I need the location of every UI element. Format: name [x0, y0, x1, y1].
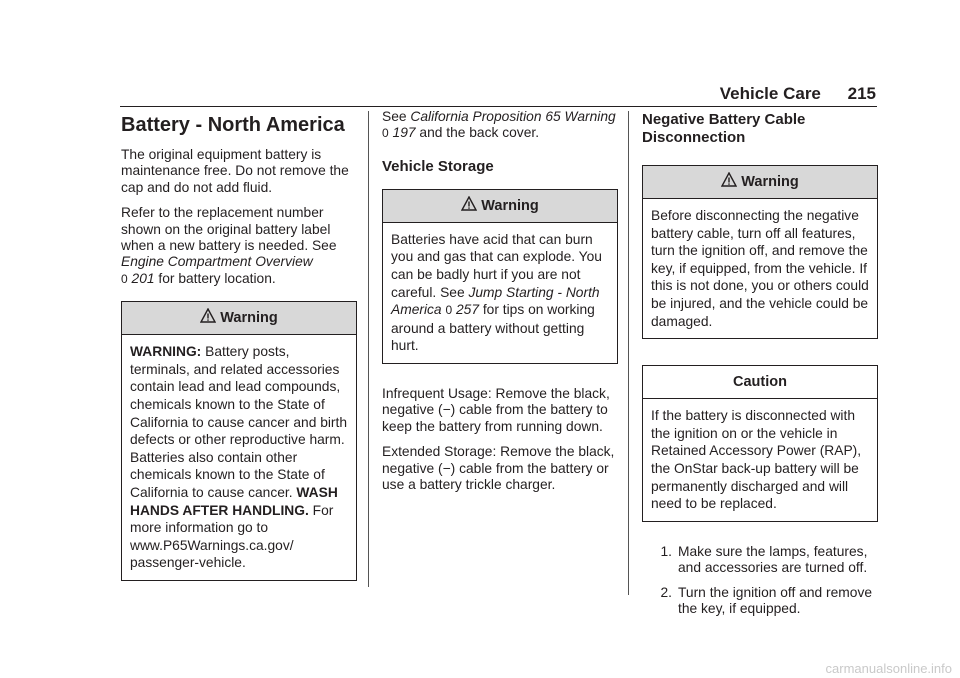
warning-icon [200, 308, 216, 324]
warning-heading: Warning [643, 166, 877, 199]
section-heading: Vehicle Storage [382, 157, 494, 175]
warning-body: Batteries have acid that can burn you and gas that can explode. You can be badly hurt if you are not careful. See Jump Starting - North America 0 257 for tips on working around a battery without getting hurt. [391, 231, 602, 354]
warning-heading: Warning [122, 302, 356, 335]
paragraph: Refer to the replacement number shown on the original battery label when a new battery is needed. See Engine Compartment Overview 0 201 for battery location. [121, 205, 337, 286]
section-heading: Negative Battery Cable Disconnection [642, 111, 806, 146]
page-title: Battery - North America [121, 114, 345, 136]
warning-heading: Warning [383, 190, 617, 223]
warning-body: WARNING: Battery posts, terminals, and related accessories contain lead and lead compounds, chemicals known to the State of California to cause cancer and birth defects or other reproductive harm. Batteries also contain other chemicals known to the State of California to cause cancer. WASH HANDS AFTER HANDLING. For more information go to www.P65Warnings.ca.gov/ passenger-vehicle. [130, 344, 348, 571]
warning-icon [461, 196, 477, 212]
page-arrow-icon: 0 [445, 303, 453, 318]
column-3 [642, 109, 878, 625]
paragraph: The original equipment battery is maintenance free. Do not remove the cap and do not add fluid. [121, 147, 349, 195]
paragraph: Infrequent Usage: Remove the black, negative (−) cable from the battery to keep the battery from running down. [382, 385, 610, 434]
section-title: Vehicle Care [719, 84, 821, 103]
paragraph: Extended Storage: Remove the black, negative (−) cable from the battery or use a battery trickle charger. [382, 444, 615, 492]
cross-reference-link[interactable]: Engine Compartment Overview 0 201 [121, 254, 313, 286]
column-divider-1 [368, 111, 369, 587]
page-header [720, 84, 876, 104]
column-2 [382, 109, 618, 502]
warning-box [382, 189, 618, 364]
warning-box [121, 301, 357, 581]
list-item: 1. Make sure the lamps, features, and accessories are turned off. [660, 543, 868, 576]
warning-box [642, 165, 878, 339]
caution-heading: Caution [643, 366, 877, 399]
column-divider-2 [628, 111, 629, 595]
watermark: carmanualsonline.info [825, 661, 952, 676]
warning-icon [721, 172, 737, 188]
cross-reference-link[interactable]: California Proposition 65 Warning 0 197 [382, 109, 616, 141]
warning-body: Before disconnecting the negative battery cable, turn off all features, turn the ignition off, and remove the key, if equipped, from the vehicle. If this is not done, you or others could be injured, and the vehicle could be damaged. [651, 208, 869, 329]
page-number: 215 [847, 84, 876, 103]
caution-box [642, 365, 878, 522]
header-rule [120, 106, 877, 107]
paragraph: See California Proposition 65 Warning 0 197 and the back cover. [382, 109, 616, 141]
column-1 [121, 109, 357, 603]
steps-list [642, 544, 878, 618]
list-item: 2. Turn the ignition off and remove the key, if equipped. [660, 584, 873, 616]
page-arrow-icon: 0 [121, 271, 128, 286]
page-arrow-icon: 0 [382, 126, 389, 141]
cross-reference-link[interactable]: Jump Starting - North America 0 257 [391, 284, 600, 318]
caution-body: If the battery is disconnected with the ignition on or the vehicle in Retained Accessory Power (RAP), the OnStar back-up battery will be permanently discharged and will need to be replaced. [651, 408, 862, 512]
